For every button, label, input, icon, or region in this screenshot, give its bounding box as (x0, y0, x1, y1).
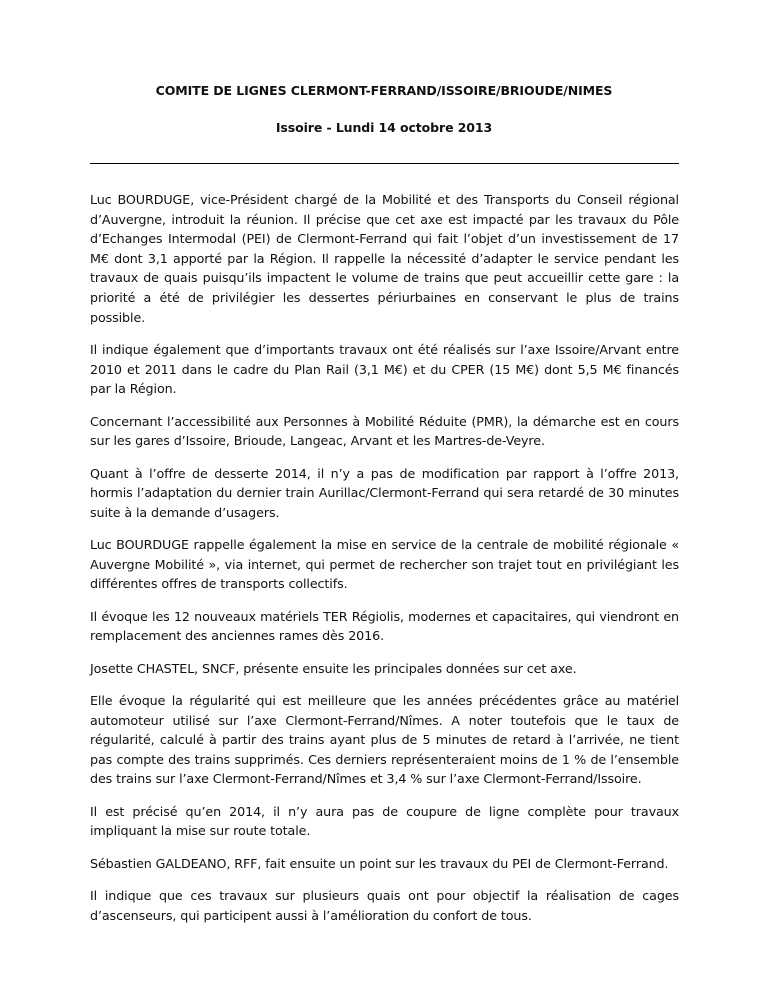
paragraph-introduction: Luc BOURDUGE, vice-Président chargé de la Mobilité et des Transports du Conseil régional d’Auvergne, introduit la réunion. Il précise que cet axe est impacté par les travaux du Pôle d’Echanges Intermodal (PEI) de Clermont-Ferrand qui fait l’objet d’un investissement de 17 M€ dont 3,1 apporté par la Région. Il rappelle la nécessité d’adapter le service pendant les travaux de quais puisqu’ils impactent le volume de trains que peut accueillir cette gare : la priorité a été de privilégier les dessertes périurbaines en conservant le plus de trains possible. (90, 192, 679, 325)
document-body (90, 190, 679, 938)
paragraph-rff-presentation: Sébastien GALDEANO, RFF, fait ensuite un point sur les travaux du PEI de Clermont-Ferrand. (90, 855, 669, 871)
paragraph-regiolis: Il évoque les 12 nouveaux matériels TER Régiolis, modernes et capacitaires, qui viendront en remplacement des anciennes rames dès 2016. (90, 608, 679, 644)
paragraph-line-closure-2014: Il est précisé qu’en 2014, il n’y aura pas de coupure de ligne complète pour travaux impliquant la mise sur route totale. (90, 803, 679, 839)
document-title: COMITE DE LIGNES CLERMONT-FERRAND/ISSOIRE/BRIOUDE/NIMES (155, 83, 613, 98)
paragraph-works-issoire-arvant: Il indique également que d’importants travaux ont été réalisés sur l’axe Issoire/Arvant entre 2010 et 2011 dans le cadre du Plan Rail (3,1 M€) et du CPER (15 M€) dont 5,5 M€ financés par la Région. (90, 341, 679, 397)
paragraph-offer-2014: Quant à l’offre de desserte 2014, il n’y a pas de modification par rapport à l’offre 2013, hormis l’adaptation du dernier train Aurillac/Clermont-Ferrand qui sera retardé de 30 minutes suite à la demande d’usagers. (90, 465, 679, 520)
paragraph-regularity: Elle évoque la régularité qui est meilleure que les années précédentes grâce au matériel automoteur utilisé sur l’axe Clermont-Ferrand/Nîmes. A noter toutefois que le taux de régularité, calculé à partir des trains ayant plus de 5 minutes de retard à l’arrivée, ne tient pas compte des trains supprimés. Ces derniers représenteraient moins de 1 % de l’ensemble des trains sur l’axe Clermont-Ferrand/Nîmes et 3,4 % sur l’axe Clermont-Ferrand/Issoire. (90, 693, 679, 787)
header-divider (90, 163, 679, 164)
paragraph-accessibility-pmr: Concernant l’accessibilité aux Personnes à Mobilité Réduite (PMR), la démarche est en cours sur les gares d’Issoire, Brioude, Langeac, Arvant et les Martres-de-Veyre. (90, 413, 679, 449)
paragraph-elevator-works: Il indique que ces travaux sur plusieurs quais ont pour objectif la réalisation de cages d’ascenseurs, qui participent aussi à l’amélioration du confort de tous. (90, 888, 679, 923)
paragraph-auvergne-mobilite: Luc BOURDUGE rappelle également la mise en service de la centrale de mobilité régionale « Auvergne Mobilité », via internet, qui permet de rechercher son trajet tout en privilégiant les différentes offres de transports collectifs. (90, 537, 679, 592)
paragraph-sncf-presentation: Josette CHASTEL, SNCF, présente ensuite les principales données sur cet axe. (90, 660, 577, 676)
document-subtitle: Issoire - Lundi 14 octobre 2013 (275, 120, 493, 135)
